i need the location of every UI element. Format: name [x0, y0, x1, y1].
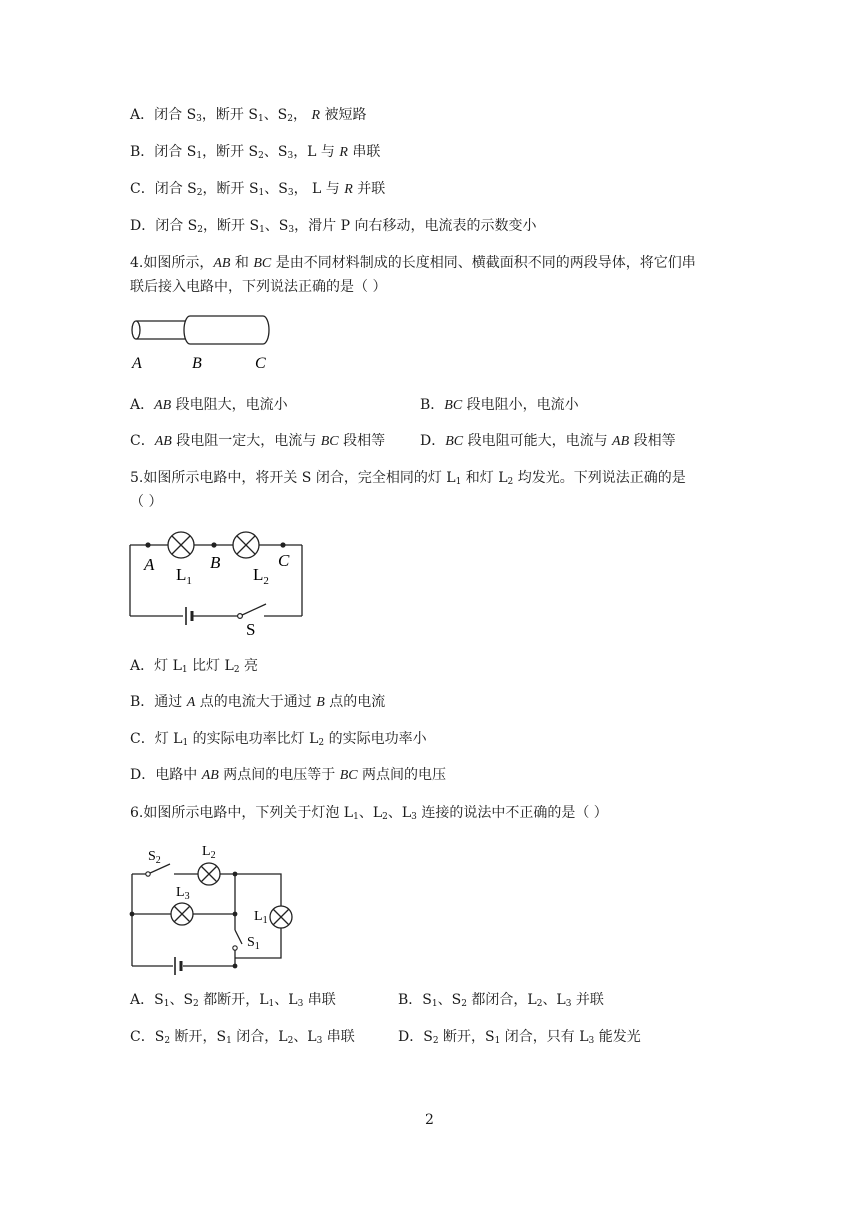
subscript: 2 [258, 151, 264, 161]
text-run: 闭合 S [155, 218, 198, 234]
text-run: 5.如图所示电路中，将开关 S 闭合，完全相同的灯 L [130, 470, 456, 486]
text-run: 闭合 S [154, 107, 197, 123]
q4-option-d [420, 431, 676, 452]
text-run: 段电阻可能大，电流与 [463, 433, 613, 449]
text-run: 闭合，L [231, 1029, 288, 1045]
q6-option-c [130, 1027, 355, 1047]
q6-label-l2: $L_2$ [202, 844, 216, 861]
q3-option-b [130, 142, 380, 163]
text-run: （ ） [130, 494, 163, 510]
option-letter: B． [398, 992, 423, 1008]
subscript: 1 [268, 999, 275, 1009]
text-run: 都闭合，L [466, 992, 537, 1008]
text-run: 6.如图所示电路中，下列关于灯泡 L [130, 805, 354, 821]
text-run: 、S [263, 144, 288, 160]
q5-option-d [130, 765, 446, 786]
text-run: ，断开 S [202, 181, 259, 197]
subscript: 2 [382, 812, 388, 822]
subscript: 3 [565, 999, 572, 1009]
option-letter: B． [130, 144, 155, 160]
q5-label-b: B [210, 553, 221, 572]
italic-symbol: BC [253, 256, 272, 271]
option-letter: A． [130, 992, 155, 1008]
text-run: S [154, 992, 164, 1008]
q4-conductor-figure [126, 312, 276, 372]
text-run: 4.如图所示， [130, 255, 214, 271]
text-run: ， L 与 [293, 181, 345, 197]
text-run: 均发光。下列说法正确的是 [513, 470, 686, 486]
subscript: 1 [431, 999, 438, 1009]
text-run: 串联 [347, 144, 381, 160]
italic-symbol: AB [201, 768, 219, 783]
text-run: 闭合 S [154, 144, 197, 160]
text-run: 、S [264, 218, 289, 234]
subscript: 2 [287, 1036, 294, 1046]
text-run: 、S [264, 181, 288, 197]
text-run: 闭合，只有 L [500, 1029, 589, 1045]
text-run: 都断开，L [198, 992, 269, 1008]
subscript: 2 [233, 665, 240, 675]
text-run: 联后接入电路中，下列说法正确的是（ ） [130, 279, 387, 295]
subscript: 1 [353, 812, 359, 822]
option-letter: D． [420, 433, 446, 449]
subscript: 1 [494, 1036, 501, 1046]
subscript: 2 [432, 1036, 439, 1046]
text-run: S [154, 1029, 165, 1045]
subscript: 1 [163, 999, 170, 1009]
text-run: 两点间的电压 [357, 767, 447, 783]
q4-option-c [130, 431, 385, 452]
text-run: ，断开 S [201, 107, 258, 123]
q4-stem-line2 [130, 277, 386, 297]
subscript: 2 [287, 114, 294, 124]
q3-option-c [130, 179, 385, 200]
text-run: S [422, 992, 432, 1008]
italic-symbol: AB [154, 398, 172, 413]
text-run: 连接的说法中不正确的是（ ） [416, 805, 608, 821]
subscript: 2 [461, 999, 467, 1009]
q5-stem-line2 [130, 492, 162, 512]
text-run: 被短路 [320, 107, 367, 123]
page-number: 2 [425, 1112, 434, 1128]
option-letter: C． [130, 433, 155, 449]
italic-symbol: B [316, 695, 325, 710]
q6-label-l3: $L_3$ [176, 885, 190, 902]
text-run: 通过 [154, 694, 187, 710]
text-run: 、L [293, 1029, 317, 1045]
option-letter: D． [130, 218, 156, 234]
q6-label-l1: $L_1$ [254, 909, 268, 926]
subscript: 2 [507, 477, 514, 487]
q4-stem-line1 [130, 253, 696, 274]
subscript: 3 [588, 1036, 595, 1046]
option-letter: A． [130, 658, 155, 674]
text-run: 段相等 [338, 433, 386, 449]
subscript: 1 [182, 738, 189, 748]
text-run: ，滑片 P 向右移动，电流表的示数变小 [294, 218, 537, 234]
italic-symbol: AB [154, 434, 172, 449]
q5-option-c [130, 729, 427, 749]
q6-label-s2: $S_2$ [148, 849, 161, 866]
text-run: 并联 [352, 181, 386, 197]
q6-stem-line1 [130, 803, 608, 823]
subscript: 2 [196, 188, 203, 198]
subscript: 2 [197, 225, 204, 235]
option-letter: A． [130, 107, 155, 123]
q5-label-a: A [144, 555, 155, 574]
text-run: 点的电流大于通过 [195, 694, 317, 710]
q4-option-a [130, 395, 288, 416]
text-run: 亮 [239, 658, 258, 674]
subscript: 2 [164, 1036, 171, 1046]
subscript: 3 [411, 812, 417, 822]
text-run: ，断开 S [203, 218, 260, 234]
q4-label-a: A [132, 355, 142, 372]
italic-symbol: A [186, 695, 196, 710]
q5-label-c: C [278, 551, 290, 570]
text-run: 段相等 [629, 433, 676, 449]
text-run: 段电阻一定大，电流与 [171, 433, 321, 449]
text-run: S [423, 1029, 433, 1045]
italic-symbol: R [339, 145, 348, 160]
text-run: 的实际电功率小 [324, 731, 427, 747]
text-run: 灯 L [154, 658, 182, 674]
text-run: 、L [387, 805, 412, 821]
text-run: 、L [542, 992, 566, 1008]
text-run: 、L [274, 992, 298, 1008]
subscript: 2 [318, 738, 325, 748]
text-run: 段电阻大，电流小 [171, 397, 288, 413]
q5-option-a [130, 656, 258, 676]
text-run: 能发光 [594, 1029, 641, 1045]
subscript: 1 [258, 188, 265, 198]
subscript: 3 [316, 1036, 323, 1046]
text-run: 点的电流 [324, 694, 386, 710]
q5-label-l2: $L_2$ [253, 565, 269, 587]
subscript: 3 [287, 151, 294, 161]
option-letter: C． [130, 731, 155, 747]
option-letter: D． [398, 1029, 424, 1045]
text-run: 灯 L [154, 731, 183, 747]
text-run: 并联 [571, 992, 604, 1008]
italic-symbol: BC [444, 398, 463, 413]
text-run: 断开，S [438, 1029, 495, 1045]
q6-option-a [130, 990, 336, 1010]
text-run: 串联 [303, 992, 336, 1008]
subscript: 3 [196, 114, 202, 124]
subscript: 3 [288, 225, 295, 235]
subscript: 2 [193, 999, 199, 1009]
italic-symbol: AB [213, 256, 231, 271]
option-letter: B． [130, 694, 155, 710]
q4-label-c: C [255, 355, 266, 372]
subscript: 1 [455, 477, 462, 487]
q4-option-b [420, 395, 579, 416]
q6-option-b [398, 990, 604, 1010]
subscript: 1 [226, 1036, 232, 1046]
subscript: 1 [259, 225, 265, 235]
italic-symbol: R [311, 108, 321, 123]
text-run: 是由不同材料制成的长度相同、横截面积不同的两段导体，将它们串 [271, 255, 696, 271]
italic-symbol: BC [320, 434, 339, 449]
q5-label-l1: $L_1$ [176, 565, 192, 587]
italic-symbol: BC [339, 768, 358, 783]
text-run: 比灯 L [187, 658, 234, 674]
text-run: 、L [358, 805, 383, 821]
option-letter: A． [130, 397, 155, 413]
subscript: 1 [196, 151, 203, 161]
text-run: 、S [169, 992, 194, 1008]
q5-label-s: S [246, 620, 256, 639]
option-letter: D． [130, 767, 156, 783]
text-run: ，断开 S [202, 144, 259, 160]
text-run: 串联 [322, 1029, 355, 1045]
italic-symbol: BC [445, 434, 464, 449]
option-letter: B． [420, 397, 445, 413]
text-run: 和灯 L [461, 470, 508, 486]
q3-option-d [130, 216, 536, 236]
option-letter: C． [130, 1029, 155, 1045]
q6-label-s1: $S_1$ [247, 935, 260, 952]
subscript: 1 [257, 114, 264, 124]
q6-option-d [398, 1027, 641, 1047]
q5-option-b [130, 692, 385, 713]
option-letter: C． [130, 181, 155, 197]
text-run: 、S [437, 992, 462, 1008]
text-run: ，L 与 [293, 144, 340, 160]
text-run: ， [293, 107, 312, 123]
text-run: 电路中 [155, 767, 202, 783]
q5-circuit-diagram [126, 528, 306, 640]
subscript: 3 [297, 999, 304, 1009]
q3-option-a [130, 105, 366, 126]
text-run: 两点间的电压等于 [218, 767, 340, 783]
text-run: 、S [263, 107, 288, 123]
q6-circuit-diagram [126, 838, 306, 972]
text-run: 和 [230, 255, 254, 271]
subscript: 3 [287, 188, 294, 198]
text-run: 闭合 S [154, 181, 197, 197]
italic-symbol: R [344, 182, 353, 197]
italic-symbol: AB [612, 434, 630, 449]
text-run: 的实际电功率比灯 L [188, 731, 319, 747]
q4-label-b: B [192, 355, 202, 372]
text-run: 段电阻小，电流小 [462, 397, 579, 413]
subscript: 2 [536, 999, 543, 1009]
q5-stem-line1 [130, 468, 686, 488]
text-run: 断开，S [170, 1029, 227, 1045]
subscript: 1 [181, 665, 188, 675]
